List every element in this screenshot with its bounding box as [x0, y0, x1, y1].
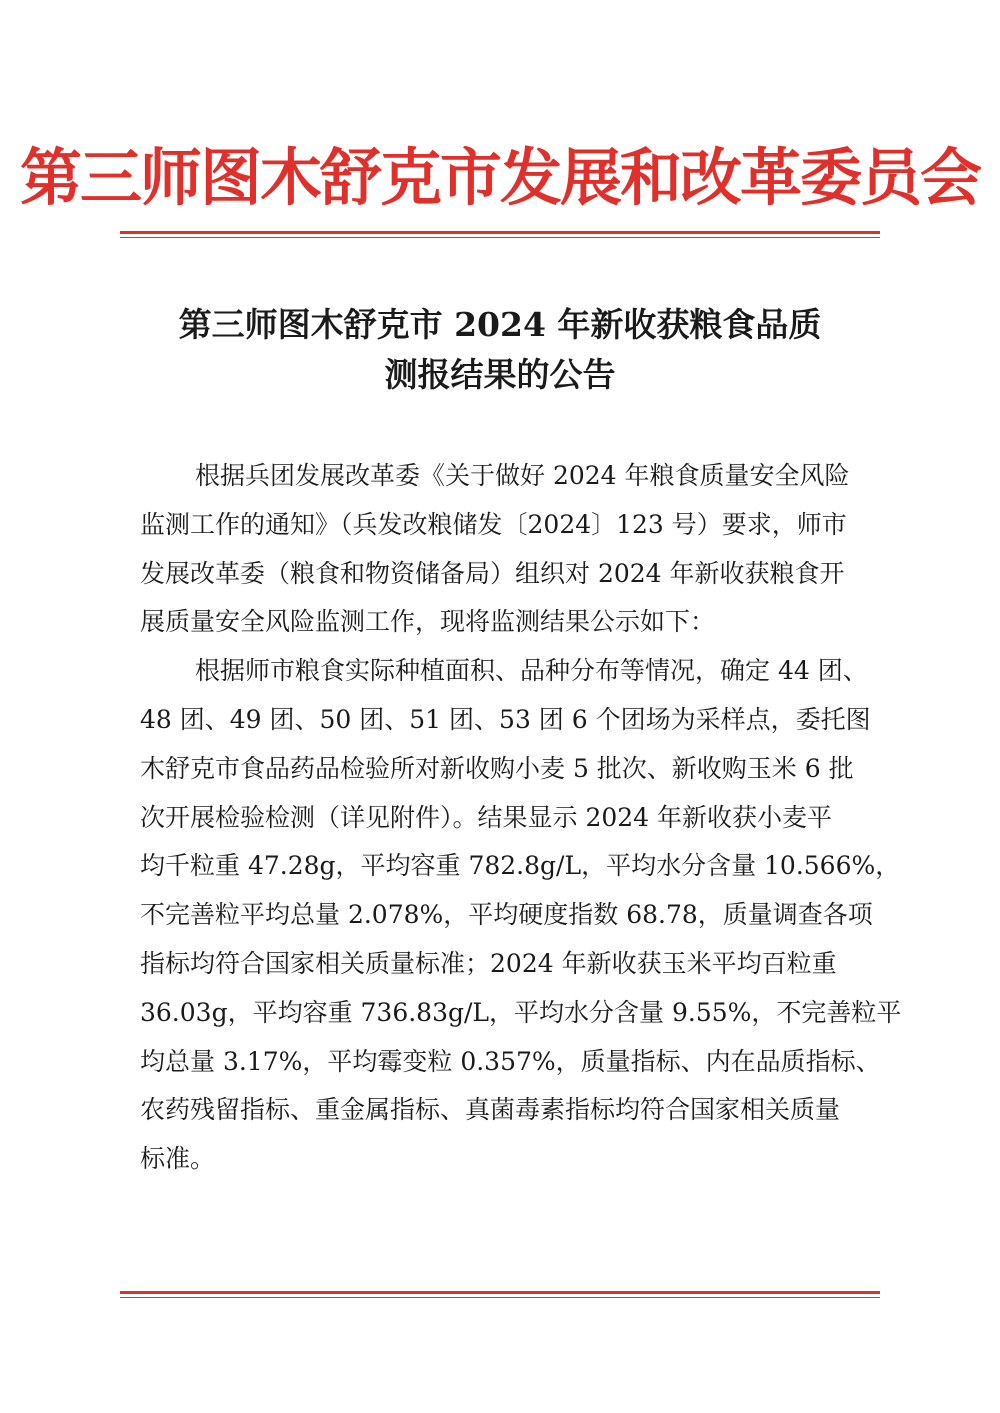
red-rule-thick-line — [120, 1291, 880, 1294]
body-line: 农药残留指标、重金属指标、真菌毒素指标均符合国家相关质量 — [140, 1095, 841, 1125]
body-line: 48 团、49 团、50 团、51 团、53 团 6 个团场为采样点，委托图 — [140, 704, 871, 734]
announcement-title-line: 第三师图木舒克市 2024 年新收获粮食品质 — [178, 305, 822, 344]
body-line: 均千粒重 47.28g，平均容重 782.8g/L，平均水分含量 10.566%， — [140, 851, 901, 881]
body-line: 次开展检验检测（详见附件）。结果显示 2024 年新收获小麦平 — [140, 802, 833, 832]
body-line: 监测工作的通知》（兵发改粮储发〔2024〕123 号）要求，师市 — [140, 509, 847, 539]
body-line: 标准。 — [140, 1144, 216, 1174]
red-rule-thick-line — [120, 231, 880, 234]
announcement-title-line: 测报结果的公告 — [384, 355, 616, 394]
red-rule-thin-line — [120, 1297, 880, 1298]
footer-red-rule — [120, 1291, 880, 1298]
letterhead-org-name: 第三师图木舒克市发展和改革委员会 — [19, 141, 980, 214]
body-paragraph-1 — [140, 452, 890, 647]
body-paragraph-2 — [140, 647, 902, 1184]
body-line: 不完善粒平均总量 2.078%，平均硬度指数 68.78，质量调查各项 — [140, 900, 873, 930]
body-line: 36.03g，平均容重 736.83g/L，平均水分含量 9.55%，不完善粒平 — [140, 997, 902, 1027]
body-line: 展质量安全风险监测工作，现将监测结果公示如下： — [140, 607, 716, 637]
letterhead-red-rule — [120, 231, 880, 238]
body-line: 根据师市粮食实际种植面积、品种分布等情况，确定 44 团、 — [195, 656, 868, 686]
body-line: 木舒克市食品药品检验所对新收购小麦 5 批次、新收购玉米 6 批 — [140, 753, 854, 783]
announcement-title — [140, 300, 860, 400]
red-rule-thin-line — [120, 237, 880, 238]
body-line: 发展改革委（粮食和物资储备局）组织对 2024 年新收获粮食开 — [140, 558, 845, 588]
body-line: 指标均符合国家相关质量标准；2024 年新收获玉米平均百粒重 — [140, 948, 837, 978]
announcement-body — [140, 452, 902, 1184]
body-line: 根据兵团发展改革委《关于做好 2024 年粮食质量安全风险 — [195, 461, 850, 490]
body-line: 均总量 3.17%，平均霉变粒 0.357%，质量指标、内在品质指标、 — [140, 1046, 881, 1076]
